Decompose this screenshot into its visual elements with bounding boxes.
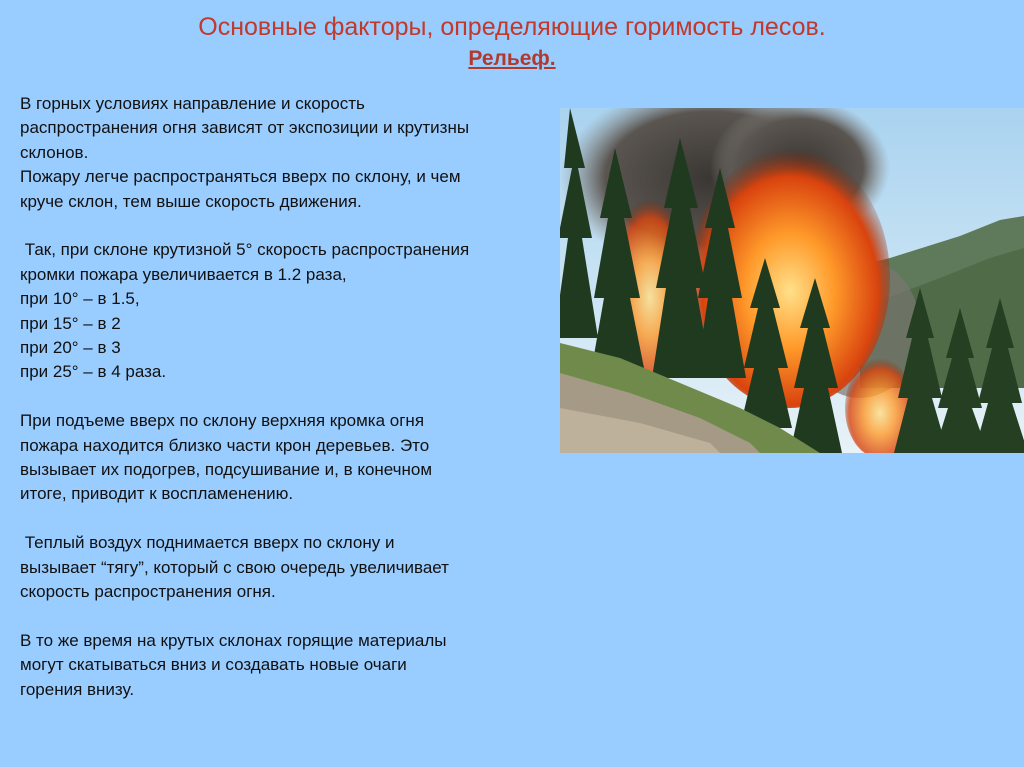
paragraph-2-line: кромки пожара увеличивается в 1.2 раза, <box>20 264 347 284</box>
body-text <box>20 92 560 702</box>
paragraph-1-line: В горных условиях направление и скорость <box>20 94 365 113</box>
paragraph-gap <box>20 214 560 238</box>
paragraph-2-line: при 25° – в 4 раза. <box>20 362 167 382</box>
paragraph-2-line: при 10° – в 1.5, <box>20 289 140 309</box>
paragraph-3-line: При подъеме вверх по склону верхняя кромка огня <box>20 411 425 431</box>
paragraph-2-line: Так, при склоне крутизной 5° скорость распространения <box>20 240 470 260</box>
paragraph-3-line: пожара находится близко части крон деревьев. Это <box>20 435 430 455</box>
paragraph-2-line: при 20° – в 3 <box>20 338 121 358</box>
forest-fire-photo <box>560 108 1024 453</box>
paragraph-1-line: Пожару легче распространяться вверх по склону, и чем <box>20 167 461 187</box>
paragraph-4-line: скорость распространения огня. <box>20 582 276 602</box>
paragraph-gap <box>20 385 560 409</box>
paragraph-4-line: Теплый воздух поднимается вверх по склону и <box>20 533 395 553</box>
paragraph-gap <box>20 507 560 531</box>
paragraph-4-line: вызывает “тягу”, который с свою очередь увеличивает <box>20 557 449 577</box>
paragraph-5-line: могут скатываться вниз и создавать новые очаги <box>20 655 407 675</box>
paragraph-3-line: итоге, приводит к воспламенению. <box>20 484 294 504</box>
paragraph-1-line: распространения огня зависят от экспозиции и крутизны <box>20 118 470 138</box>
paragraph-5-line: горения внизу. <box>20 679 135 699</box>
paragraph-1-line: склонов. <box>20 142 89 162</box>
paragraph-1-line: круче склон, тем выше скорость движения. <box>20 191 362 211</box>
slide-title: Основные факторы, определяющие горимость лесов. <box>198 13 826 41</box>
paragraph-gap <box>20 604 560 628</box>
paragraph-2-line: при 15° – в 2 <box>20 313 121 333</box>
paragraph-5-line: В то же время на крутых склонах горящие материалы <box>20 630 447 650</box>
slide-subtitle: Рельеф. <box>468 47 556 70</box>
paragraph-3-line: вызывает их подогрев, подсушивание и, в конечном <box>20 460 433 480</box>
